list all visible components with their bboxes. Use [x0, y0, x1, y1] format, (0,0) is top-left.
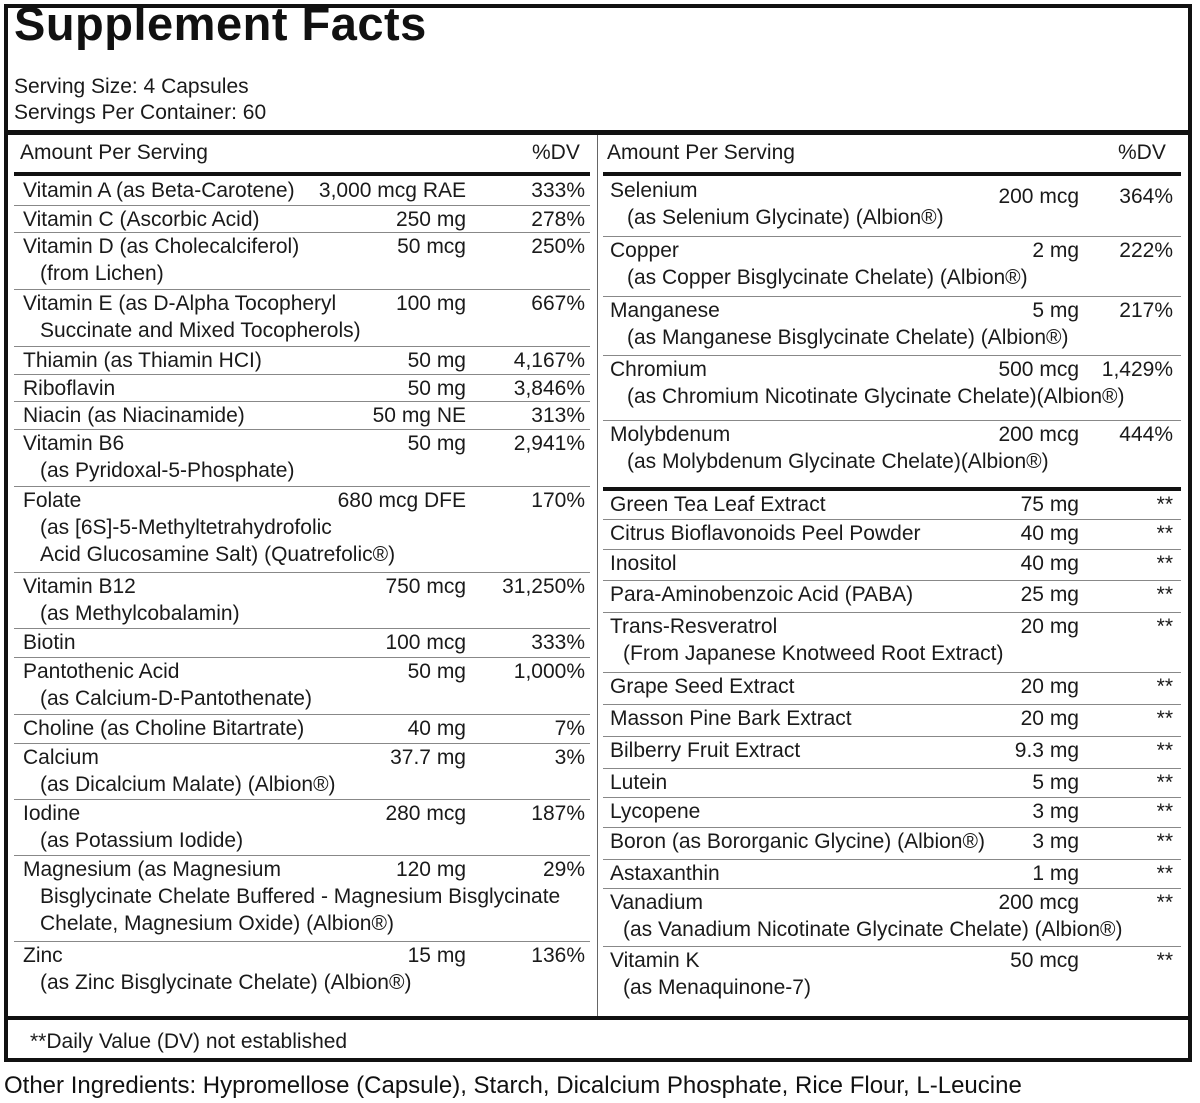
right-amount-header: Amount Per Serving	[607, 141, 795, 164]
nutrient-row	[603, 550, 1181, 581]
nutrient-name: Boron (as Bororganic Glycine) (Albion®)	[610, 830, 985, 853]
nutrient-subtext: (as Calcium-D-Pantothenate)	[40, 687, 312, 710]
nutrient-dv: **	[1156, 771, 1173, 794]
nutrient-dv: 31,250%	[502, 575, 585, 598]
nutrient-row	[603, 356, 1181, 421]
nutrient-amount: 40 mg	[1020, 522, 1079, 545]
nutrient-name: Citrus Bioflavonoids Peel Powder	[610, 522, 921, 545]
nutrient-dv: 444%	[1119, 423, 1173, 446]
nutrient-row	[14, 573, 590, 629]
nutrient-dv: 4,167%	[513, 349, 585, 372]
nutrient-subtext: (as Chromium Nicotinate Glycinate Chelate)(Albion®)	[627, 385, 1125, 408]
nutrient-row	[14, 715, 590, 744]
nutrient-dv: **	[1156, 552, 1173, 575]
nutrient-amount: 3 mg	[1032, 830, 1079, 853]
nutrient-row	[603, 491, 1181, 520]
nutrient-name: Vitamin K	[610, 949, 700, 972]
nutrient-row	[14, 177, 590, 206]
nutrient-subtext: (as Dicalcium Malate) (Albion®)	[40, 773, 336, 796]
nutrient-row	[14, 658, 590, 715]
thick-rule-top	[8, 130, 1188, 135]
nutrient-name: Trans-Resveratrol	[610, 615, 778, 638]
nutrient-dv: **	[1156, 583, 1173, 606]
nutrient-amount: 40 mg	[1020, 552, 1079, 575]
nutrient-amount: 100 mg	[395, 292, 466, 315]
nutrient-row	[603, 581, 1181, 613]
nutrient-name: Grape Seed Extract	[610, 675, 795, 698]
nutrient-dv: 2,941%	[513, 432, 585, 455]
nutrient-amount: 500 mcg	[998, 358, 1079, 381]
nutrient-name: Niacin (as Niacinamide)	[23, 404, 245, 427]
nutrient-dv: **	[1156, 522, 1173, 545]
nutrient-dv: 313%	[531, 404, 585, 427]
nutrient-name: Lycopene	[610, 800, 701, 823]
nutrient-dv: **	[1156, 493, 1173, 516]
nutrient-dv: **	[1156, 675, 1173, 698]
nutrient-dv: 136%	[531, 944, 585, 967]
nutrient-subtext: (as Vanadium Nicotinate Glycinate Chelate) (Albion®)	[623, 918, 1123, 941]
right-header-rule	[603, 172, 1181, 176]
nutrient-subtext: (from Lichen)	[40, 262, 164, 285]
nutrient-row	[14, 856, 590, 942]
nutrient-name: Vanadium	[610, 891, 704, 914]
nutrient-row	[603, 737, 1181, 769]
nutrient-dv: 364%	[1119, 185, 1173, 208]
nutrient-name: Zinc	[23, 944, 63, 967]
nutrient-dv: 170%	[531, 489, 585, 512]
nutrient-row	[14, 233, 590, 290]
nutrient-subtext: (as Pyridoxal-5-Phosphate)	[40, 459, 295, 482]
column-divider	[597, 135, 598, 1017]
nutrient-dv: **	[1156, 830, 1173, 853]
thick-rule-bottom	[8, 1016, 1188, 1020]
nutrient-amount: 2 mg	[1032, 239, 1079, 262]
left-dv-header: %DV	[532, 141, 580, 164]
panel-title: Supplement Facts	[14, 0, 427, 50]
nutrient-row	[603, 520, 1181, 550]
nutrient-row	[14, 942, 590, 998]
nutrient-name: Vitamin C (Ascorbic Acid)	[23, 208, 260, 231]
nutrient-dv: 1,429%	[1101, 358, 1173, 381]
nutrient-name: Manganese	[610, 299, 720, 322]
nutrient-dv: **	[1156, 891, 1173, 914]
nutrient-name: Masson Pine Bark Extract	[610, 707, 852, 730]
nutrient-subtext: (as Selenium Glycinate) (Albion®)	[627, 206, 944, 229]
nutrient-dv: 1,000%	[513, 660, 585, 683]
nutrient-name: Vitamin A (as Beta-Carotene)	[23, 179, 295, 202]
nutrient-amount: 1 mg	[1032, 862, 1079, 885]
nutrient-amount: 3 mg	[1032, 800, 1079, 823]
nutrient-subtext: (as Menaquinone-7)	[623, 976, 811, 999]
nutrient-row	[14, 402, 590, 430]
nutrient-amount: 200 mcg	[998, 185, 1079, 208]
other-ingredients: Other Ingredients: Hypromellose (Capsule), Starch, Dicalcium Phosphate, Rice Flour, L-Leucine	[4, 1072, 1022, 1099]
nutrient-row	[603, 860, 1181, 889]
nutrient-amount: 50 mcg	[1010, 949, 1079, 972]
nutrient-dv: **	[1156, 615, 1173, 638]
dv-footnote: **Daily Value (DV) not established	[30, 1030, 348, 1053]
nutrient-row	[14, 800, 590, 856]
nutrient-amount: 200 mcg	[998, 891, 1079, 914]
nutrient-amount: 50 mcg	[397, 235, 466, 258]
nutrient-subtext: (as Copper Bisglycinate Chelate) (Albion®)	[627, 266, 1028, 289]
right-dv-header: %DV	[1118, 141, 1166, 164]
nutrient-name: Copper	[610, 239, 679, 262]
nutrient-row	[603, 947, 1181, 1007]
nutrient-subtext: (From Japanese Knotweed Root Extract)	[623, 642, 1004, 665]
nutrient-row	[603, 828, 1181, 860]
nutrient-dv: **	[1156, 800, 1173, 823]
nutrient-subtext: Succinate and Mixed Tocopherols)	[40, 319, 361, 342]
nutrient-amount: 50 mg	[407, 349, 466, 372]
nutrient-dv: 187%	[531, 802, 585, 825]
left-header-rule	[14, 172, 590, 176]
servings-per-container: Servings Per Container: 60	[14, 101, 267, 124]
nutrient-dv: 217%	[1119, 299, 1173, 322]
nutrient-subtext: (as Potassium Iodide)	[40, 829, 244, 852]
nutrient-name: Para-Aminobenzoic Acid (PABA)	[610, 583, 914, 606]
nutrient-name: Vitamin B6	[23, 432, 125, 455]
nutrient-name: Calcium	[23, 746, 99, 769]
nutrient-row	[603, 798, 1181, 828]
nutrient-amount: 25 mg	[1020, 583, 1079, 606]
nutrient-name: Astaxanthin	[610, 862, 720, 885]
nutrient-dv: 3%	[554, 746, 585, 769]
nutrient-name: Riboflavin	[23, 377, 116, 400]
nutrient-amount: 20 mg	[1020, 615, 1079, 638]
nutrient-dv: **	[1156, 707, 1173, 730]
nutrient-amount: 5 mg	[1032, 771, 1079, 794]
nutrient-amount: 15 mg	[407, 944, 466, 967]
nutrient-dv: 29%	[542, 858, 585, 881]
nutrient-amount: 200 mcg	[998, 423, 1079, 446]
nutrient-amount: 20 mg	[1020, 707, 1079, 730]
nutrient-amount: 50 mg	[407, 660, 466, 683]
nutrient-name: Green Tea Leaf Extract	[610, 493, 826, 516]
nutrient-dv: **	[1156, 949, 1173, 972]
nutrient-name: Inositol	[610, 552, 677, 575]
nutrient-row	[14, 744, 590, 800]
nutrient-amount: 120 mg	[395, 858, 466, 881]
nutrient-row	[603, 177, 1181, 237]
nutrient-amount: 250 mg	[395, 208, 466, 231]
serving-size: Serving Size: 4 Capsules	[14, 75, 249, 98]
nutrient-row	[603, 769, 1181, 798]
nutrient-dv: **	[1156, 739, 1173, 762]
nutrient-name: Selenium	[610, 179, 698, 202]
nutrient-amount: 750 mcg	[385, 575, 466, 598]
nutrient-name: Vitamin D (as Cholecalciferol)	[23, 235, 300, 258]
nutrient-amount: 75 mg	[1020, 493, 1079, 516]
nutrient-amount: 680 mcg DFE	[337, 489, 466, 512]
nutrient-name: Pantothenic Acid	[23, 660, 180, 683]
nutrient-amount: 100 mcg	[385, 631, 466, 654]
nutrient-subtext: Acid Glucosamine Salt) (Quatrefolic®)	[40, 543, 396, 566]
nutrient-row	[603, 889, 1181, 947]
nutrient-subtext: (as [6S]-5-Methyltetrahydrofolic	[40, 516, 332, 539]
nutrient-name: Iodine	[23, 802, 81, 825]
nutrient-amount: 9.3 mg	[1014, 739, 1079, 762]
nutrient-name: Folate	[23, 489, 82, 512]
nutrient-subtext: (as Molybdenum Glycinate Chelate)(Albion®)	[627, 450, 1049, 473]
nutrient-name: Molybdenum	[610, 423, 731, 446]
nutrient-amount: 50 mg	[407, 377, 466, 400]
nutrient-amount: 50 mg	[407, 432, 466, 455]
nutrient-dv: 7%	[554, 717, 585, 740]
nutrient-name: Vitamin E (as D-Alpha Tocopheryl	[23, 292, 337, 315]
nutrient-amount: 37.7 mg	[390, 746, 466, 769]
nutrient-amount: 20 mg	[1020, 675, 1079, 698]
nutrient-dv: 667%	[531, 292, 585, 315]
nutrient-subtext: (as Manganese Bisglycinate Chelate) (Albion®)	[627, 326, 1069, 349]
left-amount-header: Amount Per Serving	[20, 141, 208, 164]
nutrient-name: Chromium	[610, 358, 707, 381]
nutrient-amount: 280 mcg	[385, 802, 466, 825]
nutrient-row	[14, 430, 590, 487]
nutrient-dv: 278%	[531, 208, 585, 231]
nutrient-row	[603, 421, 1181, 486]
nutrient-row	[14, 629, 590, 658]
nutrient-row	[603, 613, 1181, 673]
nutrient-name: Thiamin (as Thiamin HCI)	[23, 349, 262, 372]
nutrient-subtext: (as Zinc Bisglycinate Chelate) (Albion®)	[40, 971, 412, 994]
nutrient-subtext: Chelate, Magnesium Oxide) (Albion®)	[40, 912, 394, 935]
nutrient-dv: 3,846%	[513, 377, 585, 400]
nutrient-row	[14, 347, 590, 375]
nutrient-row	[603, 673, 1181, 705]
nutrient-subtext: Bisglycinate Chelate Buffered - Magnesium Bisglycinate	[40, 885, 561, 908]
nutrient-name: Lutein	[610, 771, 668, 794]
nutrient-dv: 250%	[531, 235, 585, 258]
nutrient-name: Choline (as Choline Bitartrate)	[23, 717, 305, 740]
nutrient-row	[14, 487, 590, 573]
nutrient-row	[603, 297, 1181, 356]
nutrient-name: Bilberry Fruit Extract	[610, 739, 801, 762]
nutrient-row	[14, 290, 590, 347]
nutrient-name: Biotin	[23, 631, 76, 654]
nutrient-amount: 50 mg NE	[372, 404, 466, 427]
nutrient-row	[14, 206, 590, 233]
nutrient-amount: 5 mg	[1032, 299, 1079, 322]
nutrient-dv: 333%	[531, 631, 585, 654]
nutrient-subtext: (as Methylcobalamin)	[40, 602, 240, 625]
nutrient-amount: 3,000 mcg RAE	[318, 179, 466, 202]
nutrient-amount: 40 mg	[407, 717, 466, 740]
nutrient-dv: 222%	[1119, 239, 1173, 262]
nutrient-dv: 333%	[531, 179, 585, 202]
nutrient-row	[14, 375, 590, 402]
nutrient-row	[603, 237, 1181, 297]
nutrient-row	[603, 705, 1181, 737]
nutrient-name: Vitamin B12	[23, 575, 136, 598]
nutrient-dv: **	[1156, 862, 1173, 885]
nutrient-name: Magnesium (as Magnesium	[23, 858, 281, 881]
